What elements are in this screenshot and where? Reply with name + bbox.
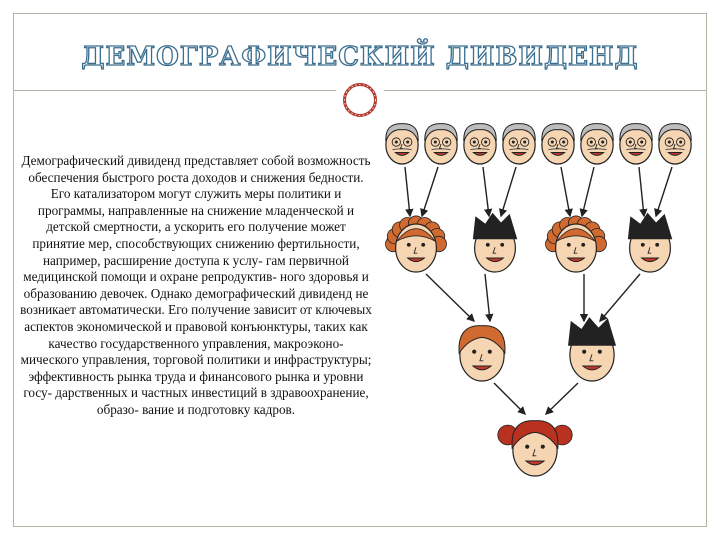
grandparent-face	[581, 124, 613, 164]
title-divider-left	[14, 90, 336, 91]
parent-face	[386, 216, 447, 272]
adult-face-woman	[459, 326, 505, 381]
ornament-circle-icon	[340, 80, 380, 120]
parent-face	[546, 216, 607, 272]
grandparent-face	[659, 124, 691, 164]
grandparent-face	[542, 124, 574, 164]
grandparent-face	[503, 124, 535, 164]
parent-face	[628, 214, 671, 272]
grandparent-face	[425, 124, 457, 164]
title-divider-right	[384, 90, 706, 91]
generations-illustration	[380, 98, 700, 538]
grandparent-face	[386, 124, 418, 164]
adult-face-man	[569, 318, 616, 381]
arrows-group	[405, 167, 672, 414]
slide-body-text: Демографический дивиденд представляет собой возможность обеспечения быстрого роста доходов и снижения бедности. Его катализатором могут служить меры политики и программы, направленные на снижение младенческой и детской смертности, а ускорить его получение может принятие мер, способствующих снижению фертильности, например, расширение доступа к услу- гам первичной медицинской помощи и охране репродуктив- ного здоровья и образованию девочек. Однако демографический дивиденд не возникает автоматически. Его получение зависит от ключевых аспектов экономической и правовой конъюнктуры, таких как качество государственного управления, макроэконо- мического управления, торговой политики и инфраструктуры; эффективность рынка труда и финансового рынка и уровни госу- дарственных и частных инвестиций в здравоохранение, образо- вание и подготовку кадров.	[20, 153, 372, 417]
grandparent-face	[620, 124, 652, 164]
grandparent-face	[464, 124, 496, 164]
slide-title: ДЕМОГРАФИЧЕСКИЙ ДИВИДЕНД	[81, 42, 639, 72]
parent-face	[473, 214, 516, 272]
faces-group	[386, 124, 692, 476]
child-face	[498, 421, 572, 476]
